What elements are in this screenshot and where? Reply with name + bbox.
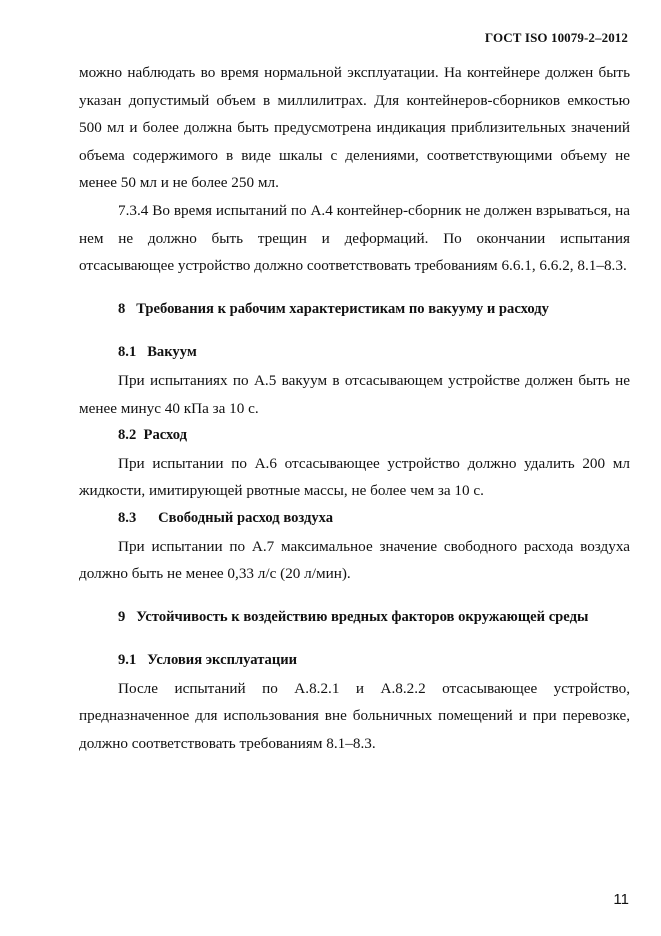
- section-9-heading: 9 Устойчивость к воздействию вредных факторов окружающей среды: [118, 608, 589, 625]
- page-number: 11: [613, 891, 629, 908]
- section-8-2-heading: 8.2 Расход: [118, 427, 188, 444]
- section-8-heading: 8 Требования к рабочим характеристикам по вакууму и расходу: [118, 300, 549, 317]
- paragraph-7-3-4: 7.3.4 Во время испытаний по А.4 контейнер-сборник не должен взрываться, на нем не должно быть трещин и деформаций. По окончании испытания отсасывающее устройство должно соответствовать требованиям 6.6.1, 6.6.2, 8.1–8.3.: [79, 201, 630, 275]
- page-body: [79, 59, 630, 758]
- standard-header: ГОСТ ISO 10079-2–2012: [484, 30, 628, 45]
- paragraph-continuation: можно наблюдать во время нормальной эксплуатации. На контейнере должен быть указан допустимый объем в миллилитрах. Для контейнеров-сборников емкостью 500 мл и более должна быть предусмотрена индикация приблизительных значений объема содержимого в виде шкалы с делениями, соответствующими объему не менее 50 мл и не более 250 мл.: [79, 64, 630, 192]
- section-8-3-text: При испытании по А.7 максимальное значение свободного расхода воздуха должно быть не менее 0,33 л/с (20 л/мин).: [79, 537, 630, 583]
- section-8-2-text: При испытании по А.6 отсасывающее устройство должно удалить 200 мл жидкости, имитирующей рвотные массы, не более чем за 10 с.: [79, 454, 630, 500]
- section-8-1-text: При испытаниях по А.5 вакуум в отсасывающем устройстве должен быть не менее минус 40 кПа за 10 с.: [79, 371, 630, 417]
- section-8-3-heading: 8.3 Свободный расход воздуха: [118, 509, 334, 526]
- section-9-1-heading: 9.1 Условия эксплуатации: [118, 652, 298, 669]
- section-8-1-heading: 8.1 Вакуум: [118, 344, 197, 361]
- section-9-1-text: После испытаний по А.8.2.1 и А.8.2.2 отсасывающее устройство, предназначенное для использования вне больничных помещений и при перевозке, должно соответствовать требованиям 8.1–8.3.: [79, 679, 630, 753]
